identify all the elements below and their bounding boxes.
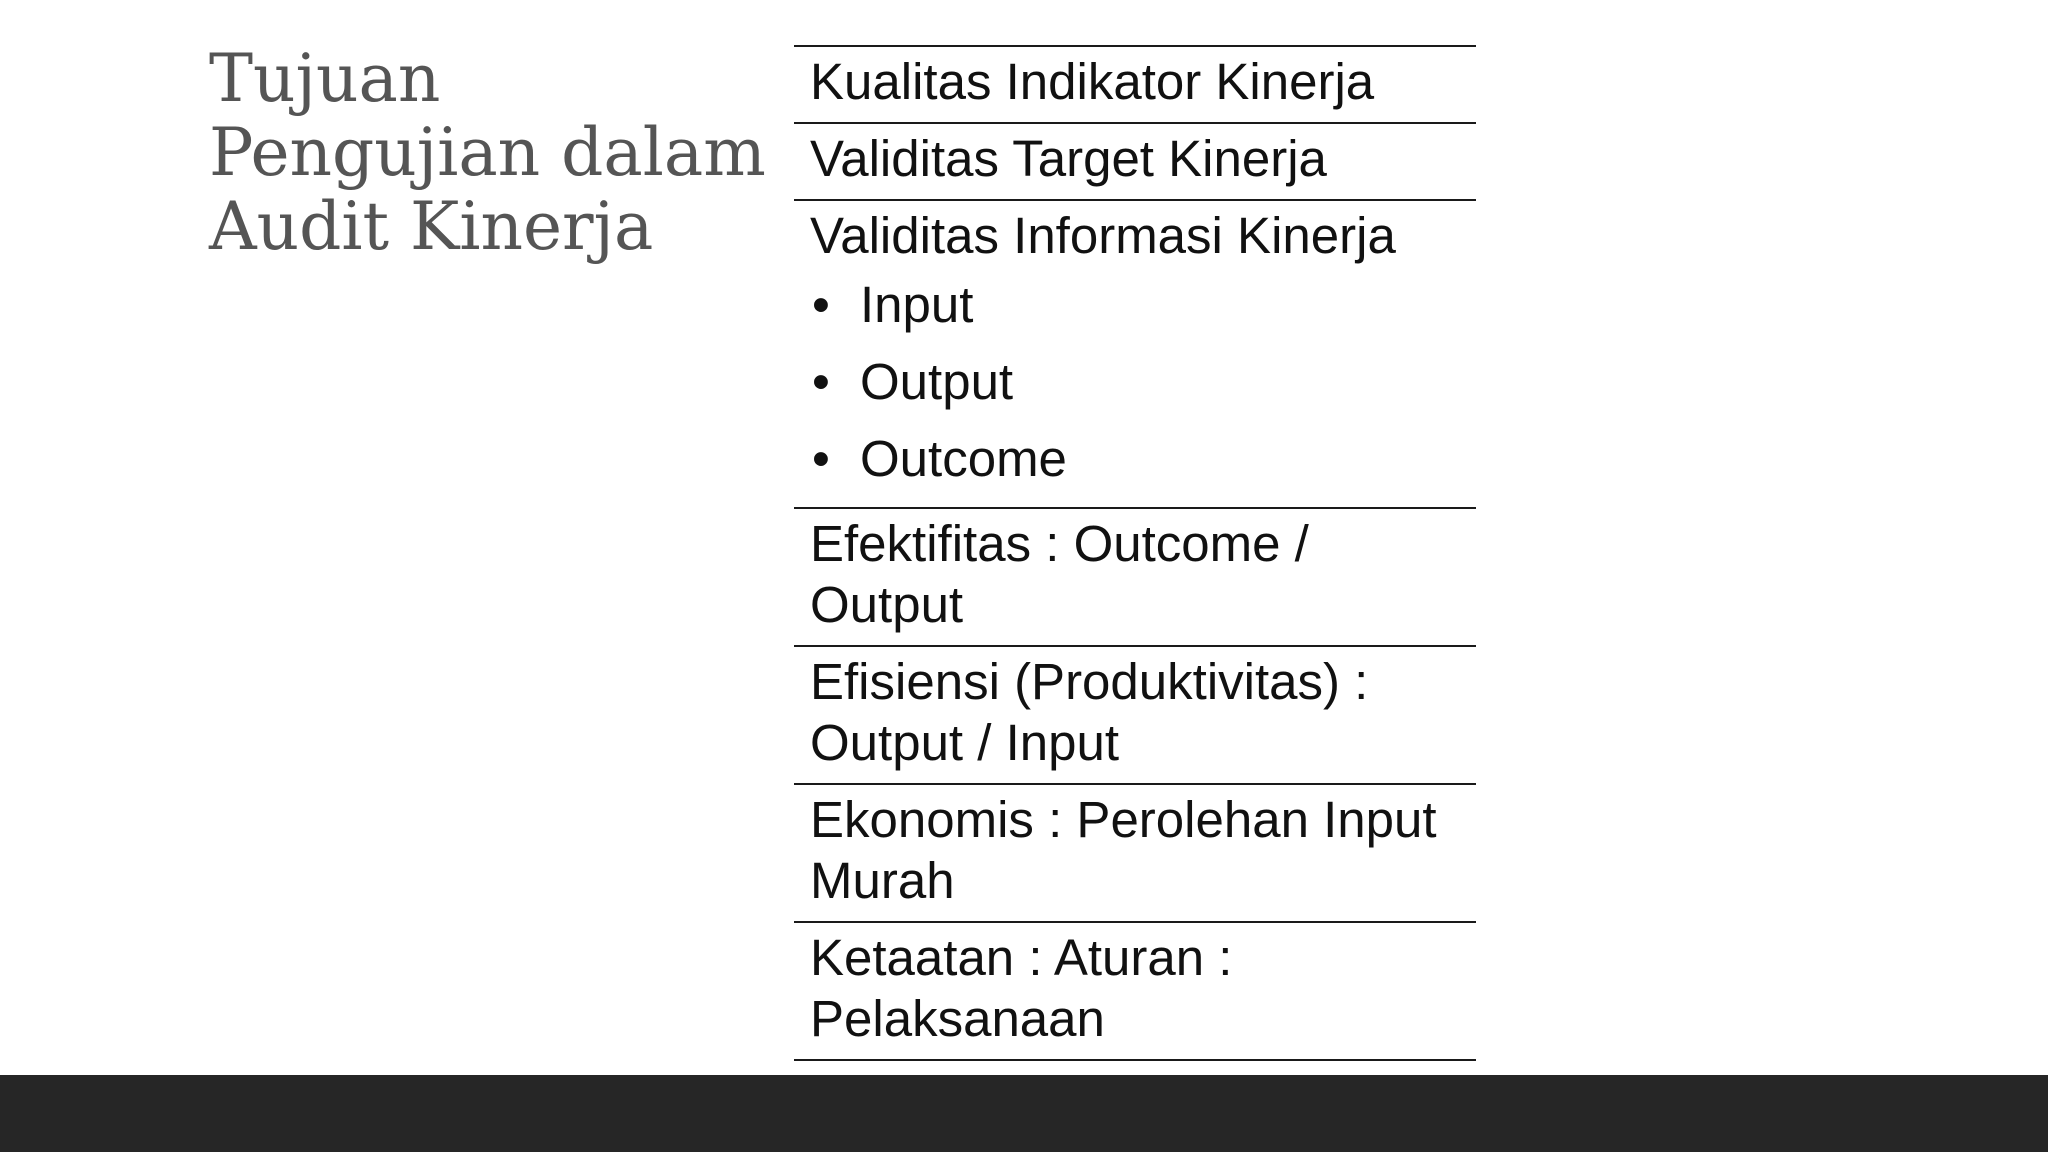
sub-bullet-list: [810, 266, 1460, 497]
bullet-icon: •: [812, 430, 830, 487]
list-item-text: Efisiensi (Produktivitas) : Output / Input: [810, 653, 1369, 771]
sub-bullet-text: Input: [860, 276, 974, 333]
list-item-text: Ketaatan : Aturan : Pelaksanaan: [810, 929, 1233, 1047]
bullet-icon: •: [812, 276, 830, 333]
list-item-text: Validitas Target Kinerja: [810, 130, 1327, 187]
list-item-efficiency: [794, 647, 1476, 785]
bullet-icon: •: [812, 353, 830, 410]
title-line-2: Pengujian dalam: [209, 114, 766, 191]
sub-bullet-text: Output: [860, 353, 1014, 410]
slide-title: [209, 42, 769, 264]
objectives-list: [794, 45, 1476, 1061]
list-item-text: Efektifitas : Outcome / Output: [810, 515, 1309, 633]
list-item-economy: [794, 785, 1476, 923]
list-item-information-validity: [794, 201, 1476, 509]
sub-bullet-outcome: [810, 420, 1460, 497]
list-item-text: Validitas Informasi Kinerja: [810, 207, 1396, 264]
list-item-indicator-quality: [794, 47, 1476, 124]
bottom-bar: [0, 1075, 2048, 1152]
title-line-3: Audit Kinerja: [209, 188, 654, 265]
list-item-compliance: [794, 923, 1476, 1061]
list-item-text: Ekonomis : Perolehan Input Murah: [810, 791, 1437, 909]
title-line-1: Tujuan: [209, 40, 441, 117]
sub-bullet-text: Outcome: [860, 430, 1067, 487]
sub-bullet-input: [810, 266, 1460, 343]
sub-bullet-output: [810, 343, 1460, 420]
list-item-text: Kualitas Indikator Kinerja: [810, 53, 1375, 110]
list-item-effectiveness: [794, 509, 1476, 647]
list-item-target-validity: [794, 124, 1476, 201]
